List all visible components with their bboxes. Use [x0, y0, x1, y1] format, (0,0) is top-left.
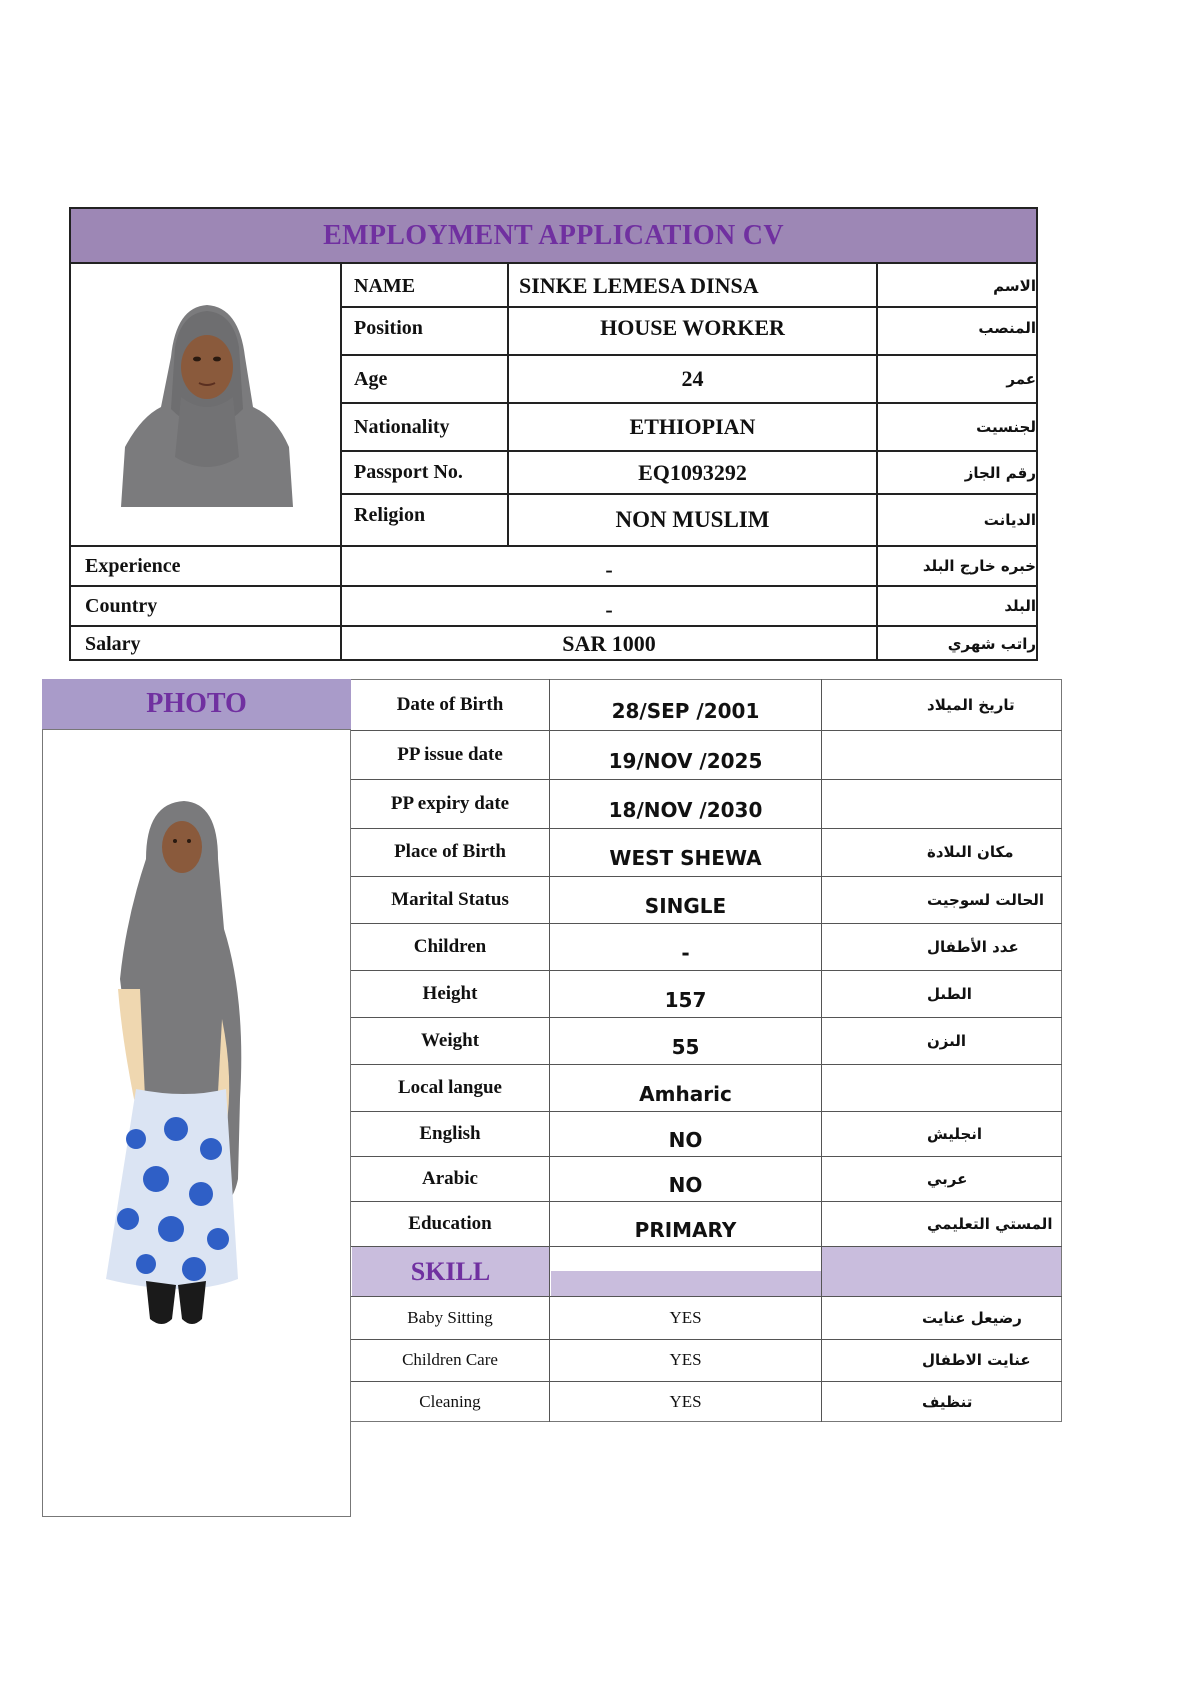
pp-issue-date-label: PP issue date	[397, 743, 503, 765]
religion-arabic: الديانت	[983, 511, 1036, 529]
portrait-photo	[121, 297, 293, 507]
nationality-label: Nationality	[354, 415, 450, 438]
photo-header: PHOTO	[42, 679, 351, 730]
baby-sitting-skill-arabic: رضيعل عنايت	[922, 1308, 1022, 1327]
education-label: Education	[408, 1212, 492, 1234]
pp-issue-date-value: 19/NOV /2025	[608, 748, 763, 773]
baby-sitting-skill-value: YES	[669, 1307, 702, 1327]
passport-arabic: رقم الجاز	[964, 463, 1036, 482]
english-label: English	[419, 1122, 481, 1144]
experience-label: Experience	[85, 554, 181, 577]
arabic-arabic: عربي	[927, 1169, 968, 1188]
cv-summary-table	[69, 207, 1038, 661]
salary-arabic: راتب شهري	[947, 635, 1036, 653]
name-arabic: الاسم	[993, 277, 1036, 295]
weight-value: 55	[671, 1034, 700, 1059]
pp-expiry-date-value: 18/NOV /2030	[608, 797, 763, 822]
nationality-arabic: لجنسيت	[976, 418, 1036, 436]
cleaning-skill-arabic: تنظيف	[922, 1392, 973, 1411]
nationality-value: ETHIOPIAN	[629, 414, 756, 439]
religion-value: NON MUSLIM	[615, 507, 770, 532]
place-of-birth-value: WEST SHEWA	[609, 846, 762, 870]
local-language-value: Amharic	[639, 1081, 732, 1106]
cv-details-table	[42, 679, 1062, 1517]
english-value: NO	[668, 1127, 703, 1152]
salary-label: Salary	[85, 632, 141, 655]
skill-band-right	[822, 1247, 1061, 1296]
height-label: Height	[422, 982, 478, 1004]
experience-arabic: خبره خارج البلد	[922, 557, 1036, 575]
cleaning-skill-value: YES	[669, 1391, 702, 1411]
date-of-birth-arabic: تاريخ الميلاد	[927, 695, 1015, 714]
position-value: HOUSE WORKER	[600, 315, 785, 340]
religion-label: Religion	[354, 503, 426, 526]
marital-status-label: Marital Status	[391, 888, 509, 910]
cv-title: EMPLOYMENT APPLICATION CV	[71, 209, 1036, 264]
children-care-skill-arabic: عنايت الاطفال	[922, 1351, 1031, 1369]
height-arabic: الطىل	[927, 984, 972, 1003]
baby-sitting-skill-label: Baby Sitting	[407, 1307, 493, 1327]
name-value: SINKE LEMESA DINSA	[519, 273, 759, 298]
experience-value: -	[605, 557, 613, 582]
local-language-arabic	[822, 1064, 1061, 1111]
pp-issue-date-arabic	[822, 730, 1061, 779]
skill-header: SKILL	[352, 1247, 549, 1296]
place-of-birth-arabic: مكان الىلادة	[927, 843, 1014, 861]
date-of-birth-label: Date of Birth	[396, 693, 504, 715]
arabic-value: NO	[668, 1172, 703, 1197]
passport-label: Passport No.	[354, 461, 463, 483]
position-arabic: المنصب	[978, 319, 1036, 337]
marital-status-arabic: الحالت لسوجيت	[927, 890, 1045, 909]
weight-label: Weight	[420, 1029, 480, 1051]
education-value: PRIMARY	[634, 1217, 737, 1242]
position-label: Position	[354, 316, 423, 339]
arabic-label: Arabic	[422, 1167, 478, 1189]
children-value: -	[681, 940, 690, 965]
pp-expiry-date-arabic	[822, 779, 1061, 828]
cleaning-skill-label: Cleaning	[419, 1391, 481, 1411]
children-label: Children	[413, 935, 487, 957]
skill-band-middle	[551, 1271, 821, 1296]
marital-status-value: SINGLE	[644, 893, 727, 918]
age-label: Age	[354, 367, 388, 390]
local-language-label: Local langue	[398, 1076, 502, 1098]
passport-value: EQ1093292	[638, 459, 747, 485]
country-label: Country	[85, 594, 158, 617]
education-arabic: المستي التعليمي	[927, 1214, 1053, 1233]
children-arabic: عدد الأطفال	[927, 937, 1019, 956]
weight-arabic: الىزن	[927, 1031, 967, 1050]
children-care-skill-label: Children Care	[402, 1350, 498, 1369]
height-value: 157	[664, 987, 707, 1012]
place-of-birth-label: Place of Birth	[394, 841, 506, 862]
full-body-photo	[106, 799, 256, 1339]
country-value: -	[605, 597, 613, 622]
name-label: NAME	[354, 274, 416, 297]
age-arabic: عمر	[1006, 370, 1036, 388]
english-arabic: انجليش	[927, 1124, 983, 1143]
country-arabic: البلد	[1004, 597, 1036, 615]
age-value: 24	[681, 366, 704, 391]
date-of-birth-value: 28/SEP /2001	[611, 698, 760, 723]
salary-value: SAR 1000	[562, 631, 656, 656]
children-care-skill-value: YES	[669, 1350, 702, 1369]
pp-expiry-date-label: PP expiry date	[390, 792, 510, 814]
